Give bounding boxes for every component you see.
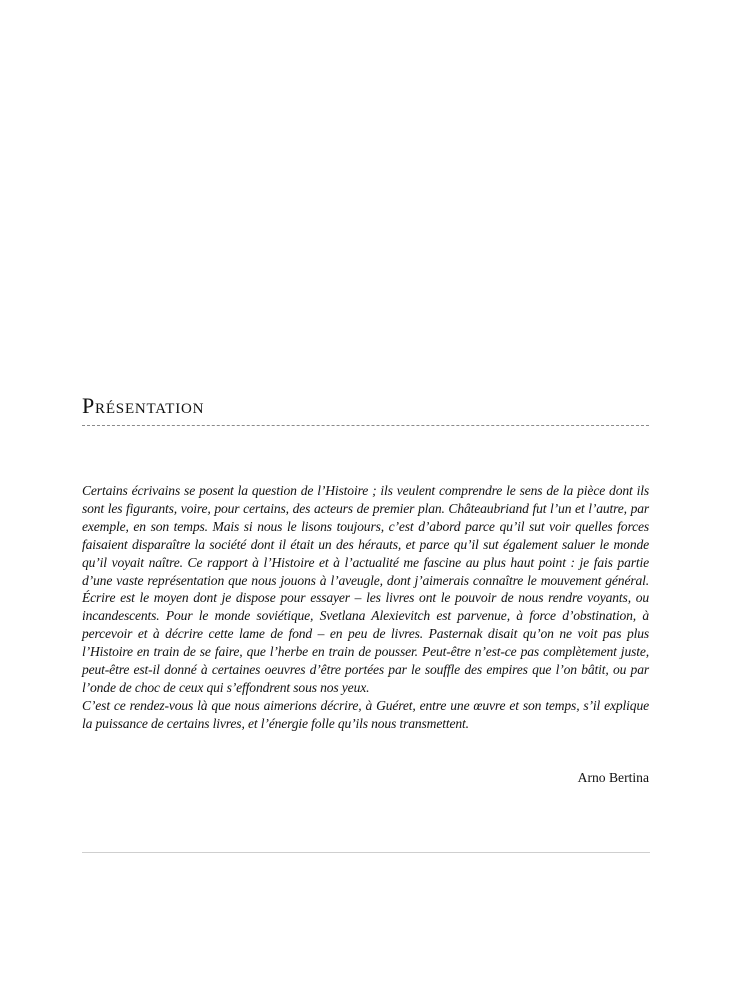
section-title: Présentation: [82, 393, 205, 418]
body-paragraph: Certains écrivains se posent la question de l’Histoire ; ils veulent comprendre le sens de la pièce dont ils sont les figurants, voire, pour certains, des acteurs de premier plan. Châteaubriand fut l’un et l’autre, par exemple, en son temps. Mais si nous le lisons toujours, c’est d’abord parce qu’il sut voir quelles forces faisaient disparaître la société dont il était un des hérauts, et parce qu’il sut également saluer le monde qu’il voyait naître. Ce rapport à l’Histoire et à l’actualité me fascine au plus haut point : je fais partie d’une vaste représentation que nous jouons à l’aveugle, dont j’aimerais connaître le mouvement général. Écrire est le moyen dont je dispose pour essayer – les livres ont le pouvoir de nous rendre voyants, ou incandescents. Pour le monde soviétique, Svetlana Alexievitch est parvenue, à force d’obstination, à percevoir et à décrire cette lame de fond – en peu de livres. Pasternak disait qu’on ne voit pas plus l’Histoire en train de se faire, que l’herbe en train de pousser. Peut-être n’est-ce pas complètement juste, peut-être est-il donné à certaines oeuvres d’être portées par le souffle des empires que l’on bâtit, ou par l’onde de choc de ceux qui s’effondrent sous nos yeux.: [82, 483, 649, 695]
author-signature: Arno Bertina: [577, 770, 649, 785]
footer-divider: [82, 852, 650, 853]
presentation-text: [82, 482, 649, 733]
body-paragraph: C’est ce rendez-vous là que nous aimerions décrire, à Guéret, entre une œuvre et son temps, s’il explique la puissance de certains livres, et l’énergie folle qu’ils nous transmettent.: [82, 697, 649, 731]
title-divider: [82, 425, 649, 426]
